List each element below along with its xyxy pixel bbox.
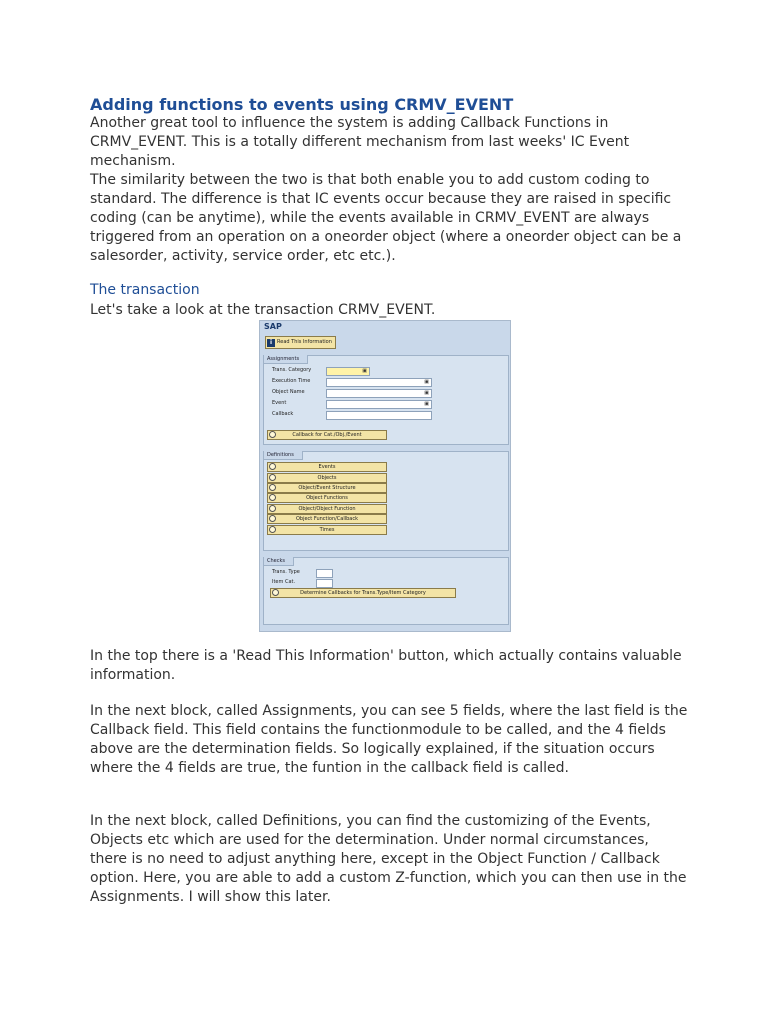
item-cat-input[interactable] (316, 579, 333, 588)
trans-type-input[interactable] (316, 569, 333, 578)
assignments-paragraph: In the next block, called Assignments, you can see 5 fields, where the last field is the Callback field. This field contains the functionmodule to be called, and the 4 fields above are the determination fields. So logically explained, if the situation occurs where the 4 fields are true, the funtion in the callback field is called. (90, 703, 688, 776)
execution-time-input[interactable] (326, 378, 432, 387)
field-label: Trans. Type (272, 569, 300, 575)
field-label: Object Name (272, 389, 305, 395)
read-info-label: Read This Information (277, 339, 332, 345)
objects-button[interactable] (267, 473, 387, 483)
field-label: Event (272, 400, 287, 406)
callback-for-cat-label: Callback for Cat./Obj./Event (292, 432, 362, 438)
object-name-input[interactable] (326, 389, 432, 398)
assignments-group (263, 355, 509, 445)
definitions-tab: Definitions (264, 451, 303, 460)
field-event (270, 399, 500, 408)
object-function-callback-button[interactable] (267, 514, 387, 524)
button-label: Events (318, 464, 336, 470)
info-icon: i (267, 339, 275, 347)
field-object-name (270, 388, 500, 397)
determine-callbacks-button[interactable] (270, 588, 456, 598)
button-label: Object/Event Structure (298, 485, 356, 491)
definitions-paragraph: In the next block, called Definitions, you can find the customizing of the Events, Objects etc which are used for the determination. Under normal circumstances, there is no need to adjust anything here, except in the Object Function / Callback option. Here, you are able to add a custom Z-function, which you can then use in the Assignments. I will show this later. (90, 813, 687, 905)
definitions-group (263, 451, 509, 551)
object-functions-button[interactable] (267, 493, 387, 503)
transaction-intro-paragraph: Let's take a look at the transaction CRMV_EVENT. (90, 302, 436, 318)
clock-icon (269, 526, 276, 533)
button-label: Object Function/Callback (295, 516, 359, 522)
field-execution-time (270, 377, 500, 386)
field-callback (270, 410, 500, 419)
checks-group (263, 557, 509, 625)
clock-icon (269, 474, 276, 481)
button-label: Object Functions (306, 495, 348, 501)
read-info-paragraph: In the top there is a 'Read This Information' button, which actually contains valuable information. (90, 648, 682, 683)
object-object-function-button[interactable] (267, 504, 387, 514)
event-input[interactable] (326, 400, 432, 409)
field-label: Execution Time (272, 378, 311, 384)
clock-icon (269, 463, 276, 470)
assignments-tab: Assignments (264, 355, 308, 364)
clock-icon (269, 484, 276, 491)
clock-icon (269, 431, 276, 438)
field-label: Callback (272, 411, 294, 417)
intro-paragraph: Another great tool to influence the system is adding Callback Functions in CRMV_EVENT. This is a totally different mechanism from last weeks' IC Event mechanism. (90, 115, 630, 169)
field-trans-type (270, 568, 500, 577)
determine-callbacks-label: Determine Callbacks for Trans.Type/Item Category (300, 590, 426, 596)
field-label: Trans. Category (272, 367, 312, 373)
similarity-paragraph: The similarity between the two is that both enable you to add custom coding to standard. The difference is that IC events occur because they are raised in specific coding (can be anytime), while the events available in CRMV_EVENT are always triggered from an operation on a oneorder object (where a oneorder object can be a salesorder, activity, service order, etc etc.). (90, 172, 682, 264)
page-title: Adding functions to events using CRMV_EVENT (90, 95, 514, 114)
sap-screenshot (259, 320, 511, 632)
callback-input[interactable] (326, 411, 432, 420)
callback-for-cat-button[interactable] (267, 430, 387, 440)
field-trans-category (270, 366, 500, 375)
times-button[interactable] (267, 525, 387, 535)
f4-help-icon[interactable]: ▣ (424, 379, 429, 385)
sap-title: SAP (264, 322, 282, 331)
f4-help-icon[interactable]: ▣ (424, 390, 429, 396)
clock-icon (269, 505, 276, 512)
subheading-transaction: The transaction (90, 282, 200, 298)
button-label: Object/Object Function (298, 506, 356, 512)
read-info-button[interactable] (265, 336, 336, 349)
trans-category-input[interactable] (326, 367, 370, 376)
clock-icon (269, 515, 276, 522)
button-label: Objects (317, 475, 337, 481)
events-button[interactable] (267, 462, 387, 472)
clock-icon (269, 494, 276, 501)
clock-icon (272, 589, 279, 596)
object-event-structure-button[interactable] (267, 483, 387, 493)
checks-tab: Checks (264, 557, 294, 566)
f4-help-icon[interactable]: ▣ (424, 401, 429, 407)
field-label: Item Cat. (272, 579, 296, 585)
f4-help-icon[interactable]: ▣ (362, 368, 367, 374)
button-label: Times (319, 527, 335, 533)
field-item-cat (270, 578, 500, 587)
